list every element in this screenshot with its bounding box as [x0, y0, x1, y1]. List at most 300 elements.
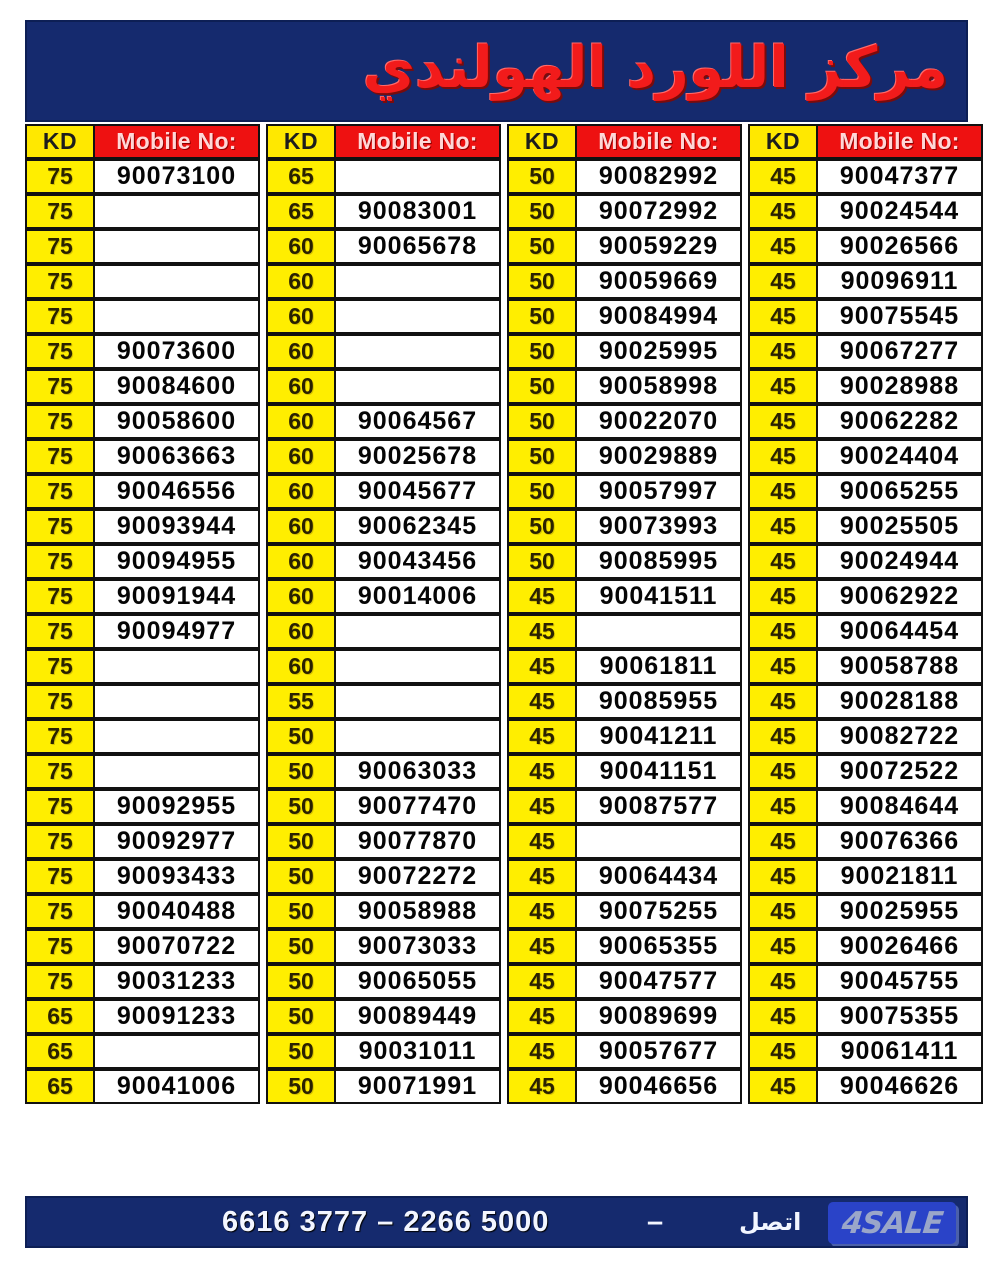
price-kd-value: 60 — [266, 579, 336, 614]
kd-cell-container — [266, 719, 336, 754]
mobile-cell-container — [577, 1034, 742, 1069]
price-kd-value: 45 — [748, 964, 818, 999]
table-row — [25, 404, 983, 439]
mobile-cell-container — [95, 159, 260, 194]
mobile-number-value: 90094955 — [95, 544, 260, 579]
kd-cell-container — [748, 1034, 818, 1069]
mobile-header-label: Mobile No: — [95, 124, 260, 159]
price-kd-value: 45 — [748, 719, 818, 754]
mobile-cell-container — [336, 369, 501, 404]
kd-cell-container — [266, 929, 336, 964]
price-kd-value: 50 — [507, 439, 577, 474]
mobile-cell-container — [336, 474, 501, 509]
mobile-cell-container — [336, 1069, 501, 1104]
price-kd-value: 75 — [25, 859, 95, 894]
price-kd-value: 45 — [748, 509, 818, 544]
price-kd-value: 50 — [266, 894, 336, 929]
table-row — [25, 684, 983, 719]
price-kd-value: 50 — [507, 334, 577, 369]
mobile-number-value: 90087577 — [577, 789, 742, 824]
mobile-cell-container — [95, 649, 260, 684]
kd-cell-container — [507, 229, 577, 264]
kd-cell-container — [748, 894, 818, 929]
mobile-cell-container — [577, 544, 742, 579]
price-kd-value: 45 — [748, 894, 818, 929]
mobile-number-value: 90041006 — [95, 1069, 260, 1104]
price-kd-value: 45 — [507, 649, 577, 684]
price-kd-value: 60 — [266, 509, 336, 544]
price-kd-value: 45 — [507, 964, 577, 999]
price-kd-value: 60 — [266, 369, 336, 404]
kd-cell-container — [266, 579, 336, 614]
mobile-cell-container — [95, 229, 260, 264]
mobile-number-value: 90076366 — [818, 824, 983, 859]
mobile-cell-container — [818, 649, 983, 684]
kd-cell-container — [266, 859, 336, 894]
price-kd-value: 50 — [266, 929, 336, 964]
kd-cell-container — [25, 754, 95, 789]
mobile-number-value: 90096911 — [818, 264, 983, 299]
mobile-number-value: 90072992 — [577, 194, 742, 229]
price-kd-value: 45 — [507, 789, 577, 824]
kd-cell-container — [748, 719, 818, 754]
mobile-cell-container — [818, 369, 983, 404]
price-kd-value: 75 — [25, 194, 95, 229]
kd-cell-container — [748, 404, 818, 439]
kd-header-label: KD — [25, 124, 95, 159]
mobile-number-value: 90093433 — [95, 859, 260, 894]
mobile-number-value: 90082992 — [577, 159, 742, 194]
mobile-number-value: 90091944 — [95, 579, 260, 614]
price-kd-value: 60 — [266, 229, 336, 264]
mobile-cell-container — [577, 194, 742, 229]
mobile-number-value: 90024404 — [818, 439, 983, 474]
mobile-cell-container — [818, 544, 983, 579]
kd-cell-container — [25, 264, 95, 299]
mobile-number-value: 90058988 — [336, 894, 501, 929]
price-kd-value: 45 — [507, 684, 577, 719]
price-kd-value: 50 — [507, 264, 577, 299]
price-kd-value: 50 — [266, 754, 336, 789]
table-header — [25, 124, 983, 159]
mobile-cell-container — [95, 684, 260, 719]
mobile-number-value: 90025505 — [818, 509, 983, 544]
kd-cell-container — [507, 929, 577, 964]
mobile-cell-container — [577, 1069, 742, 1104]
kd-header-label: KD — [748, 124, 818, 159]
mobile-number-value: 90062282 — [818, 404, 983, 439]
mobile-number-empty — [95, 719, 260, 754]
mobile-cell-container — [577, 579, 742, 614]
banner — [25, 20, 968, 122]
mobile-cell-container — [818, 754, 983, 789]
table-row — [25, 299, 983, 334]
mobile-number-value: 90094977 — [95, 614, 260, 649]
kd-cell-container — [25, 159, 95, 194]
price-kd-value: 45 — [748, 404, 818, 439]
table-row — [25, 964, 983, 999]
price-kd-value: 45 — [507, 859, 577, 894]
kd-column-header-1 — [266, 124, 336, 159]
mobile-number-value: 90040488 — [95, 894, 260, 929]
price-kd-value: 60 — [266, 334, 336, 369]
kd-cell-container — [25, 964, 95, 999]
mobile-cell-container — [336, 719, 501, 754]
price-kd-value: 50 — [266, 964, 336, 999]
mobile-cell-container — [577, 859, 742, 894]
table-row — [25, 1034, 983, 1069]
mobile-number-value: 90022070 — [577, 404, 742, 439]
kd-cell-container — [25, 544, 95, 579]
mobile-header-label: Mobile No: — [336, 124, 501, 159]
price-kd-value: 45 — [748, 369, 818, 404]
kd-cell-container — [507, 999, 577, 1034]
table-row — [25, 614, 983, 649]
mobile-cell-container — [336, 264, 501, 299]
mobile-cell-container — [95, 439, 260, 474]
mobile-cell-container — [577, 894, 742, 929]
price-kd-value: 60 — [266, 404, 336, 439]
mobile-number-value: 90028188 — [818, 684, 983, 719]
mobile-cell-container — [577, 824, 742, 859]
price-kd-value: 50 — [266, 859, 336, 894]
mobile-cell-container — [818, 404, 983, 439]
kd-cell-container — [266, 544, 336, 579]
kd-cell-container — [25, 579, 95, 614]
mobile-number-value: 90089449 — [336, 999, 501, 1034]
mobile-cell-container — [818, 579, 983, 614]
kd-cell-container — [507, 194, 577, 229]
table-row — [25, 719, 983, 754]
price-kd-value: 75 — [25, 334, 95, 369]
mobile-number-value: 90072272 — [336, 859, 501, 894]
kd-cell-container — [748, 859, 818, 894]
mobile-cell-container — [95, 299, 260, 334]
mobile-number-value: 90062922 — [818, 579, 983, 614]
mobile-column-header-2 — [577, 124, 742, 159]
mobile-cell-container — [336, 509, 501, 544]
price-kd-value: 50 — [266, 789, 336, 824]
mobile-cell-container — [336, 1034, 501, 1069]
kd-cell-container — [507, 264, 577, 299]
price-kd-value: 75 — [25, 159, 95, 194]
mobile-cell-container — [577, 229, 742, 264]
price-kd-value: 75 — [25, 264, 95, 299]
mobile-cell-container — [818, 439, 983, 474]
mobile-number-value: 90028988 — [818, 369, 983, 404]
mobile-number-value: 90073600 — [95, 334, 260, 369]
table-row — [25, 369, 983, 404]
mobile-cell-container — [818, 929, 983, 964]
price-kd-value: 45 — [748, 579, 818, 614]
price-kd-value: 50 — [507, 404, 577, 439]
kd-cell-container — [507, 614, 577, 649]
price-kd-value: 75 — [25, 649, 95, 684]
mobile-column-header-1 — [336, 124, 501, 159]
price-kd-value: 75 — [25, 474, 95, 509]
mobile-number-empty — [336, 264, 501, 299]
kd-cell-container — [25, 439, 95, 474]
kd-cell-container — [507, 649, 577, 684]
kd-cell-container — [266, 439, 336, 474]
mobile-number-value: 90093944 — [95, 509, 260, 544]
price-kd-value: 45 — [507, 929, 577, 964]
mobile-number-empty — [336, 719, 501, 754]
price-kd-value: 75 — [25, 964, 95, 999]
kd-cell-container — [25, 894, 95, 929]
table-row — [25, 649, 983, 684]
price-kd-value: 45 — [748, 334, 818, 369]
price-kd-value: 45 — [748, 159, 818, 194]
price-kd-value: 50 — [266, 719, 336, 754]
mobile-number-value: 90041211 — [577, 719, 742, 754]
mobile-number-value: 90045677 — [336, 474, 501, 509]
mobile-cell-container — [95, 334, 260, 369]
mobile-cell-container — [818, 999, 983, 1034]
kd-column-header-3 — [748, 124, 818, 159]
kd-cell-container — [507, 299, 577, 334]
mobile-number-value: 90041151 — [577, 754, 742, 789]
price-kd-value: 45 — [748, 614, 818, 649]
price-kd-value: 45 — [748, 194, 818, 229]
price-kd-value: 45 — [507, 1034, 577, 1069]
price-kd-value: 45 — [748, 439, 818, 474]
mobile-cell-container — [818, 614, 983, 649]
mobile-cell-container — [336, 859, 501, 894]
kd-cell-container — [507, 404, 577, 439]
mobile-cell-container — [336, 964, 501, 999]
kd-cell-container — [748, 439, 818, 474]
price-kd-value: 75 — [25, 754, 95, 789]
mobile-cell-container — [577, 334, 742, 369]
mobile-cell-container — [336, 754, 501, 789]
kd-cell-container — [748, 649, 818, 684]
kd-cell-container — [266, 1069, 336, 1104]
mobile-number-empty — [336, 684, 501, 719]
kd-cell-container — [748, 684, 818, 719]
kd-cell-container — [507, 719, 577, 754]
footer-call-label: اتصل — [739, 1208, 802, 1236]
mobile-cell-container — [577, 509, 742, 544]
kd-cell-container — [266, 404, 336, 439]
mobile-header-label: Mobile No: — [818, 124, 983, 159]
kd-column-header-2 — [507, 124, 577, 159]
kd-cell-container — [266, 1034, 336, 1069]
mobile-number-value: 90025995 — [577, 334, 742, 369]
mobile-number-value: 90064434 — [577, 859, 742, 894]
kd-cell-container — [266, 194, 336, 229]
price-kd-value: 45 — [507, 824, 577, 859]
kd-cell-container — [266, 369, 336, 404]
mobile-number-value: 90065255 — [818, 474, 983, 509]
kd-cell-container — [25, 509, 95, 544]
kd-cell-container — [25, 684, 95, 719]
mobile-cell-container — [95, 789, 260, 824]
kd-cell-container — [748, 159, 818, 194]
mobile-cell-container — [336, 404, 501, 439]
kd-column-header-0 — [25, 124, 95, 159]
kd-cell-container — [266, 824, 336, 859]
mobile-cell-container — [577, 404, 742, 439]
mobile-cell-container — [95, 929, 260, 964]
mobile-number-empty — [95, 194, 260, 229]
kd-cell-container — [266, 649, 336, 684]
price-kd-value: 75 — [25, 719, 95, 754]
mobile-cell-container — [95, 824, 260, 859]
mobile-cell-container — [818, 229, 983, 264]
mobile-number-value: 90075255 — [577, 894, 742, 929]
kd-cell-container — [507, 1069, 577, 1104]
mobile-cell-container — [818, 1034, 983, 1069]
mobile-cell-container — [95, 579, 260, 614]
mobile-number-value: 90057997 — [577, 474, 742, 509]
price-kd-value: 75 — [25, 509, 95, 544]
mobile-cell-container — [818, 964, 983, 999]
mobile-cell-container — [818, 159, 983, 194]
price-kd-value: 45 — [748, 789, 818, 824]
price-kd-value: 45 — [748, 299, 818, 334]
4sale-logo-text: 4SALE — [840, 1205, 944, 1241]
mobile-number-empty — [95, 684, 260, 719]
footer — [25, 1196, 968, 1248]
kd-cell-container — [507, 334, 577, 369]
mobile-cell-container — [95, 369, 260, 404]
mobile-cell-container — [95, 859, 260, 894]
table-row — [25, 474, 983, 509]
mobile-cell-container — [95, 1034, 260, 1069]
table-row — [25, 439, 983, 474]
kd-cell-container — [748, 229, 818, 264]
mobile-cell-container — [336, 544, 501, 579]
mobile-column-header-3 — [818, 124, 983, 159]
mobile-cell-container — [577, 439, 742, 474]
kd-cell-container — [25, 404, 95, 439]
kd-cell-container — [507, 1034, 577, 1069]
mobile-number-value: 90047377 — [818, 159, 983, 194]
table-row — [25, 894, 983, 929]
kd-cell-container — [266, 474, 336, 509]
price-kd-value: 75 — [25, 929, 95, 964]
mobile-cell-container — [336, 579, 501, 614]
price-kd-value: 75 — [25, 439, 95, 474]
mobile-number-empty — [577, 614, 742, 649]
mobile-cell-container — [95, 264, 260, 299]
mobile-number-value: 90084644 — [818, 789, 983, 824]
price-kd-value: 45 — [748, 999, 818, 1034]
mobile-number-value: 90084994 — [577, 299, 742, 334]
price-kd-value: 65 — [25, 1069, 95, 1104]
mobile-cell-container — [577, 614, 742, 649]
mobile-cell-container — [818, 1069, 983, 1104]
mobile-number-empty — [95, 264, 260, 299]
price-kd-value: 60 — [266, 439, 336, 474]
mobile-number-value: 90061411 — [818, 1034, 983, 1069]
mobile-cell-container — [95, 719, 260, 754]
mobile-number-value: 90073993 — [577, 509, 742, 544]
table-row — [25, 789, 983, 824]
price-kd-value: 75 — [25, 684, 95, 719]
mobile-number-value: 90073100 — [95, 159, 260, 194]
kd-cell-container — [748, 334, 818, 369]
kd-cell-container — [748, 789, 818, 824]
mobile-number-value: 90041511 — [577, 579, 742, 614]
mobile-cell-container — [336, 789, 501, 824]
mobile-number-empty — [336, 614, 501, 649]
price-kd-value: 45 — [748, 754, 818, 789]
kd-cell-container — [748, 474, 818, 509]
price-kd-value: 75 — [25, 544, 95, 579]
mobile-cell-container — [577, 964, 742, 999]
kd-cell-container — [748, 1069, 818, 1104]
price-kd-value: 75 — [25, 894, 95, 929]
mobile-number-value: 90031011 — [336, 1034, 501, 1069]
table-row — [25, 334, 983, 369]
mobile-number-value: 90058998 — [577, 369, 742, 404]
price-kd-value: 75 — [25, 404, 95, 439]
mobile-number-value: 90024544 — [818, 194, 983, 229]
kd-cell-container — [748, 929, 818, 964]
mobile-number-empty — [336, 649, 501, 684]
mobile-number-value: 90046656 — [577, 1069, 742, 1104]
price-kd-value: 75 — [25, 579, 95, 614]
price-kd-value: 50 — [507, 509, 577, 544]
price-kd-value: 45 — [507, 614, 577, 649]
mobile-cell-container — [336, 824, 501, 859]
price-kd-value: 50 — [507, 229, 577, 264]
mobile-cell-container — [818, 334, 983, 369]
kd-cell-container — [25, 789, 95, 824]
kd-cell-container — [25, 614, 95, 649]
mobile-cell-container — [577, 684, 742, 719]
mobile-number-value: 90025678 — [336, 439, 501, 474]
mobile-cell-container — [577, 719, 742, 754]
mobile-number-value: 90031233 — [95, 964, 260, 999]
kd-cell-container — [266, 334, 336, 369]
table-row — [25, 824, 983, 859]
kd-cell-container — [507, 509, 577, 544]
mobile-cell-container — [336, 999, 501, 1034]
mobile-cell-container — [95, 474, 260, 509]
mobile-cell-container — [95, 964, 260, 999]
kd-cell-container — [748, 194, 818, 229]
table-row — [25, 1069, 983, 1104]
price-kd-value: 45 — [748, 474, 818, 509]
mobile-number-value: 90063663 — [95, 439, 260, 474]
mobile-number-value: 90071991 — [336, 1069, 501, 1104]
mobile-cell-container — [336, 159, 501, 194]
price-kd-value: 60 — [266, 299, 336, 334]
kd-header-label: KD — [507, 124, 577, 159]
price-kd-value: 50 — [507, 299, 577, 334]
kd-cell-container — [25, 1069, 95, 1104]
kd-cell-container — [507, 789, 577, 824]
mobile-number-empty — [577, 824, 742, 859]
page-title: مركز اللورد الهولندي — [362, 34, 948, 101]
price-kd-value: 75 — [25, 824, 95, 859]
kd-cell-container — [266, 299, 336, 334]
price-kd-value: 60 — [266, 474, 336, 509]
mobile-number-value: 90089699 — [577, 999, 742, 1034]
mobile-number-value: 90085955 — [577, 684, 742, 719]
mobile-number-value: 90058788 — [818, 649, 983, 684]
kd-cell-container — [25, 824, 95, 859]
kd-cell-container — [507, 754, 577, 789]
price-kd-value: 50 — [507, 369, 577, 404]
kd-cell-container — [25, 719, 95, 754]
price-kd-value: 45 — [748, 929, 818, 964]
kd-cell-container — [507, 369, 577, 404]
kd-cell-container — [507, 579, 577, 614]
